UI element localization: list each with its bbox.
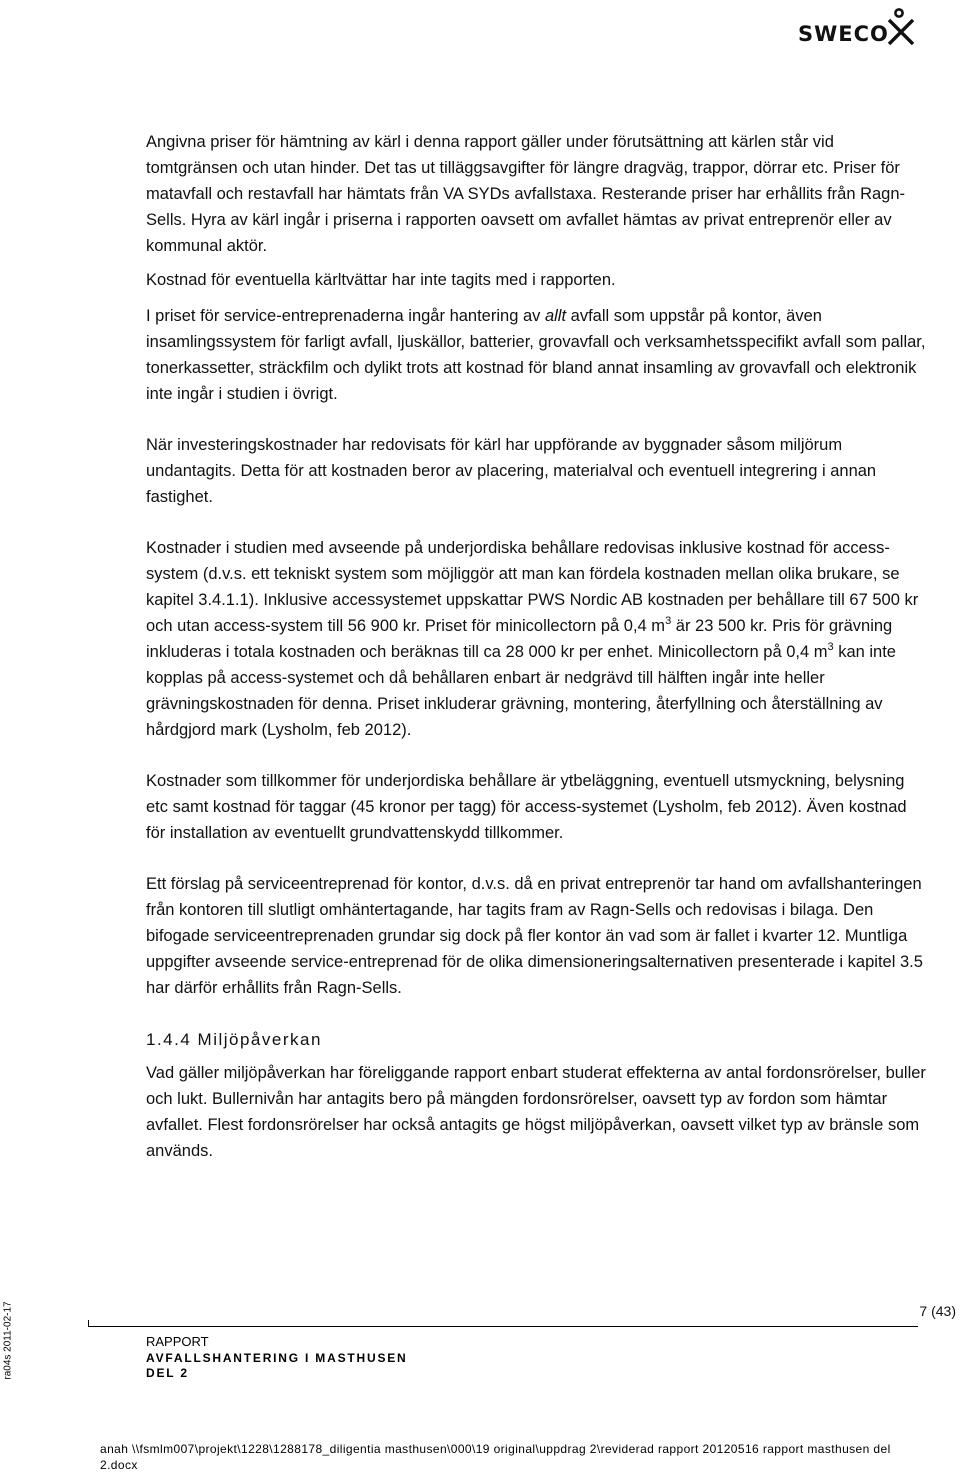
footer-report-title: AVFALLSHANTERING I MASTHUSEN xyxy=(146,1351,408,1365)
footer-report-part: DEL 2 xyxy=(146,1366,189,1380)
report-body xyxy=(146,129,926,1164)
logo-text: SWECO xyxy=(798,22,889,46)
paragraph-underground-containers: Kostnader i studien med avseende på underjordiska behållare redovisas inklusive kostnad för access-system (d.v.s. ett tekniskt system som möjliggör att man kan fördela kostnaden mellan olika brukare, se kapitel 3.4.1.1). Inklusive accessystemet uppskattar PWS Nordic AB kostnaden per behållare till 67 500 kr och utan access-system till 56 900 kr. Priset för minicollectorn på 0,4 $m^3$ är 23 500 kr. Pris för grävning inkluderas i totala kostnaden och beräknas till ca 28 000 kr per enhet. Minicollectorn på 0,4 $m^3$ kan inte kopplas på access-systemet och då behållaren enbart är nedgrävd till hälften ingår inte heller grävningskostnaden för denna. Priset inkluderar grävning, montering, återfyllning och återställning av hårdgjord mark (Lysholm, feb 2012). xyxy=(146,539,919,739)
footer-doc-type: RAPPORT xyxy=(146,1334,209,1349)
sweco-mark-icon xyxy=(886,8,916,46)
footer-divider xyxy=(88,1326,918,1327)
emphasis-allt: allt xyxy=(544,307,567,325)
sweco-logo xyxy=(798,8,918,48)
side-template-stamp: ra04s 2011-02-17 xyxy=(2,1301,14,1380)
paragraph-service-contracts: I priset för service-entreprenaderna ingår hantering av allt avfall som uppstår på kontor, även insamlingssystem för farligt avfall, ljuskällor, batterier, grovavfall och verksamhetsspecifikt avfall som pallar, tonerkassetter, sträckfilm och dylikt trots att kostnad för bland annat insamling av grovavfall och elektronik inte ingår i studien i övrigt. xyxy=(146,307,926,403)
paragraph-office-service: Ett förslag på serviceentreprenad för kontor, d.v.s. då en privat entreprenör tar hand om avfallshanteringen från kontoren till slutligt omhäntertagande, har tagits fram av Ragn-Sells och redovisas i bilaga. Den bifogade serviceentreprenaden grundar sig dock på fler kontor än vad som är fallet i kvarter 12. Muntliga uppgifter avseende service-entreprenad för de olika dimensioneringsalternativen presenterade i kapitel 3.5 har därför erhållits från Ragn-Sells. xyxy=(146,875,923,997)
paragraph-investment-costs: När investeringskostnader har redovisats för kärl har uppförande av byggnader såsom miljörum undantagits. Detta för att kostnaden beror av placering, materialval och eventuell integrering i annan fastighet. xyxy=(146,436,877,506)
page-number: 7 (43) xyxy=(919,1303,956,1319)
paragraph-pricing-conditions: Angivna priser för hämtning av kärl i denna rapport gäller under förutsättning att kärlen står vid tomtgränsen och utan hinder. Det tas ut tilläggsavgifter för längre dragväg, trappor, dörrar etc. Priser för matavfall och restavfall har hämtats från VA SYDs avfallstaxa. Resterande priser har erhållits från Ragn-Sells. Hyra av kärl ingår i priserna i rapporten oavsett om avfallet hämtas av privat entreprenör eller av kommunal aktör. xyxy=(146,133,906,255)
paragraph-environmental-impact: Vad gäller miljöpåverkan har föreliggande rapport enbart studerat effekterna av antal fordonsrörelser, buller och lukt. Bullernivån har antagits bero på mängden fordonsrörelser, oavsett typ av fordon som hämtar avfallet. Flest fordonsrörelser har också antagits ge högst miljöpåverkan, oavsett vilket typ av bränsle som används. xyxy=(146,1064,926,1160)
paragraph-bin-washing: Kostnad för eventuella kärltvättar har inte tagits med i rapporten. xyxy=(146,271,616,289)
section-heading-miljopaverkan: 1.4.4 Miljöpåverkan xyxy=(146,1030,322,1049)
footer-file-path: anah \\fsmlm007\projekt\1228\1288178_diligentia masthusen\000\19 original\uppdrag 2\reviderad rapport 20120516 rapport masthusen del 2.docx xyxy=(100,1442,891,1472)
paragraph-additional-costs: Kostnader som tillkommer för underjordiska behållare är ytbeläggning, eventuell utsmyckning, belysning etc samt kostnad för taggar (45 kronor per tagg) för access-systemet (Lysholm, feb 2012). Även kostnad för installation av eventuellt grundvattenskydd tillkommer. xyxy=(146,772,907,842)
